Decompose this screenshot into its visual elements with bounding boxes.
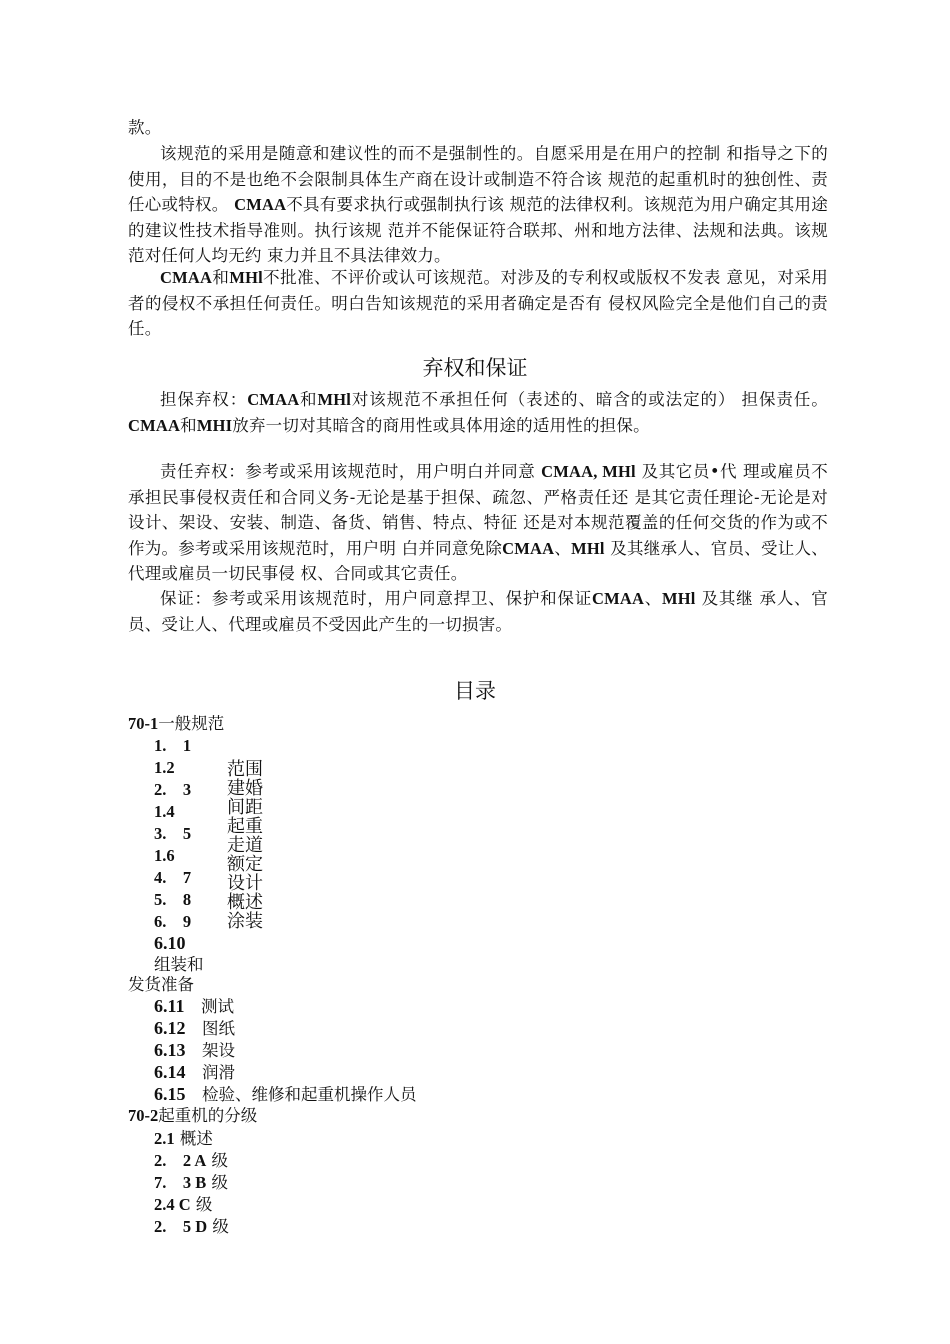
toc-entry-title: 架设 — [202, 1041, 235, 1060]
para1-cmaa: CMAA — [234, 195, 287, 215]
org-name: MHI — [196, 415, 233, 435]
toc-entry-title: 间距 — [227, 797, 263, 818]
toc-entry-title: 级 — [211, 1173, 229, 1192]
paragraph-warranty-disclaimer — [128, 387, 828, 438]
toc-entry-title: 检验、维修和起重机操作人员 — [202, 1085, 417, 1104]
toc-entry-title: 组装和 — [154, 955, 204, 974]
org-name: MHl — [661, 589, 696, 608]
toc-section-title: 起重机的分级 — [158, 1106, 258, 1125]
para2-text: 不批准、不评价或认可该规范。对涉及的专利权或版权不发表 意见，对采用者的侵权不承担任何责任。明白告知该规范的采用者确定是否有 侵权风险完全是他们自己的责任。 — [128, 268, 828, 339]
toc-entry-title: 走道 — [227, 835, 263, 856]
toc-number-text: 6.14 — [154, 1062, 186, 1082]
org-name: CMAA — [502, 538, 555, 558]
toc-entry-title: 概述 — [227, 892, 263, 913]
toc-entry-title: 涂装 — [227, 911, 263, 932]
org-name: CMAA — [247, 390, 300, 409]
toc-entry-2-2 — [154, 1151, 228, 1171]
toc-section-70-2 — [128, 1106, 257, 1126]
toc-entry-title: 图纸 — [202, 1019, 235, 1038]
toc-entry-6-15 — [154, 1084, 417, 1105]
toc-section-title: 一般规范 — [158, 714, 225, 733]
org-name: MHl — [229, 268, 263, 287]
separator: 、 — [644, 589, 662, 608]
toc-number-text: 2.4 C — [154, 1195, 191, 1214]
toc-number — [154, 890, 191, 910]
toc-number — [154, 736, 191, 756]
toc-number — [154, 868, 191, 888]
toc-number-text: 1.4 — [154, 802, 175, 821]
toc-entry-title: 级 — [211, 1151, 229, 1170]
heading-disclaimer: 弃权和保证 — [422, 356, 528, 380]
org-name: MHl — [571, 538, 605, 558]
toc-number — [154, 780, 191, 800]
toc-number-text: 1.6 — [154, 846, 175, 865]
paragraph-indemnity — [128, 586, 828, 637]
toc-number-text: 2. 3 — [154, 780, 192, 799]
toc-section-number: 70-2 — [128, 1106, 159, 1125]
para1-text-rest: 不具有要求执行或强制执行该 规范的法律权利。该规范为用户确定其用途的建议性技术指导准则。执行该规 范并不能保证符合联邦、州和地方法律、法规和法典。该规范对任何人均无约 束力并且不具法律效力。 — [128, 195, 828, 266]
toc-number-text: 1.2 — [154, 758, 175, 777]
toc-number — [154, 846, 175, 866]
toc-number-text: 6.15 — [154, 1084, 186, 1104]
toc-entry-6-12 — [154, 1018, 235, 1039]
toc-entry-6-11 — [154, 996, 234, 1017]
toc-number-text: 2. 2 A — [154, 1151, 207, 1170]
org-name: CMAA — [128, 415, 181, 435]
conj: 和 — [180, 415, 197, 435]
toc-number — [154, 802, 175, 822]
toc-entry-title: 测试 — [201, 997, 235, 1016]
toc-number-text: 2.1 — [154, 1129, 175, 1148]
toc-entry-title: 范围 — [227, 759, 263, 780]
toc-entry-title: 发货准备 — [128, 975, 194, 994]
toc-entry-title: 起重 — [227, 816, 263, 837]
toc-entry-2-3 — [154, 1173, 228, 1193]
paragraph-voluntary-use — [128, 141, 828, 269]
conj: 和 — [299, 390, 318, 409]
para1-text: 该规范的采用是随意和建议性的而不是强制性的。自愿采用是在用户的控制 和指导之下的使用，目的不是也绝不会限制具体生产商在设计或制造不符合该 规范的起重机时的独创性、责任心或特权。 — [128, 144, 828, 215]
org-name: CMAA, MHl — [541, 462, 636, 481]
heading-contents: 目录 — [454, 679, 496, 703]
toc-number-text: 7. 3 B — [154, 1173, 207, 1192]
para4-text: 责任弃权：参考或采用该规范时，用户明白并同意 — [160, 462, 536, 481]
toc-number — [154, 758, 175, 778]
toc-number — [154, 912, 191, 932]
separator: 、 — [554, 538, 572, 558]
para4-text-rest: 及其继承人、官员、受让人、代理或雇员一切民事侵 权、合同或其它责任。 — [128, 538, 828, 584]
toc-entry-2-1 — [154, 1129, 213, 1149]
org-name: CMAA — [160, 268, 213, 287]
para3-label: 担保弃权： — [160, 390, 248, 409]
toc-number-text: 1. 1 — [154, 736, 192, 755]
para4-text-mid: 及其它员•代 理或雇员不承担民事侵权责任和合同义务-无论是基于担保、疏忽、严格责任还 是其它责任理论-无论是对设计、架设、安装、制造、备货、销售、特点、特征 还是对本规范覆盖的任何交货的作为或不作为。参考或采用该规范时，用户明 白并同意免除 — [128, 462, 828, 558]
para3-text-rest: 放弃一切对其暗含的商用性或具体用途的适用性的担保。 — [232, 415, 650, 435]
toc-section-number: 70-1 — [128, 714, 159, 733]
para5-text-rest: 及其继 承人、官员、受让人、代理或雇员不受因此产生的一切损害。 — [128, 589, 828, 634]
para3-text: 对该规范不承担任何（表述的、暗含的或法定的） 担保责任。 — [351, 390, 828, 409]
top-fragment: 款。 — [128, 118, 162, 137]
toc-entry-6-13 — [154, 1040, 235, 1061]
toc-number-text: 4. 7 — [154, 868, 192, 887]
toc-number-text: 6.11 — [154, 996, 185, 1016]
toc-number-text: 2. 5 D — [154, 1217, 208, 1236]
toc-entry-title: 级 — [212, 1217, 229, 1236]
toc-number-text: 5. 8 — [154, 890, 192, 909]
toc-number-text: 6.13 — [154, 1040, 186, 1060]
toc-entry-title: 额定 — [227, 854, 263, 875]
toc-number — [154, 824, 191, 844]
paragraph-liability-disclaimer — [128, 459, 828, 587]
toc-number — [154, 933, 186, 954]
conj: 和 — [212, 268, 230, 287]
toc-number-text: 6. 9 — [154, 912, 192, 931]
toc-number-text: 6.10 — [154, 933, 186, 953]
toc-number-text: 3. 5 — [154, 824, 192, 843]
toc-entry-title: 设计 — [227, 873, 263, 894]
toc-entry-title: 级 — [195, 1195, 213, 1214]
toc-entry-title: 润滑 — [202, 1063, 235, 1082]
toc-number-text: 6.12 — [154, 1018, 186, 1038]
toc-entry-2-5 — [154, 1217, 229, 1237]
paragraph-approval — [128, 265, 828, 342]
toc-entry-2-4 — [154, 1195, 212, 1215]
para5-text: 保证：参考或采用该规范时，用户同意捍卫、保护和保证 — [160, 589, 592, 608]
toc-section-70-1 — [128, 714, 224, 734]
org-name: MHl — [317, 390, 352, 409]
toc-entry-title: 概述 — [179, 1129, 213, 1148]
toc-entry-6-14 — [154, 1062, 235, 1083]
toc-entry-title: 建婚 — [227, 778, 263, 799]
org-name: CMAA — [591, 589, 645, 608]
